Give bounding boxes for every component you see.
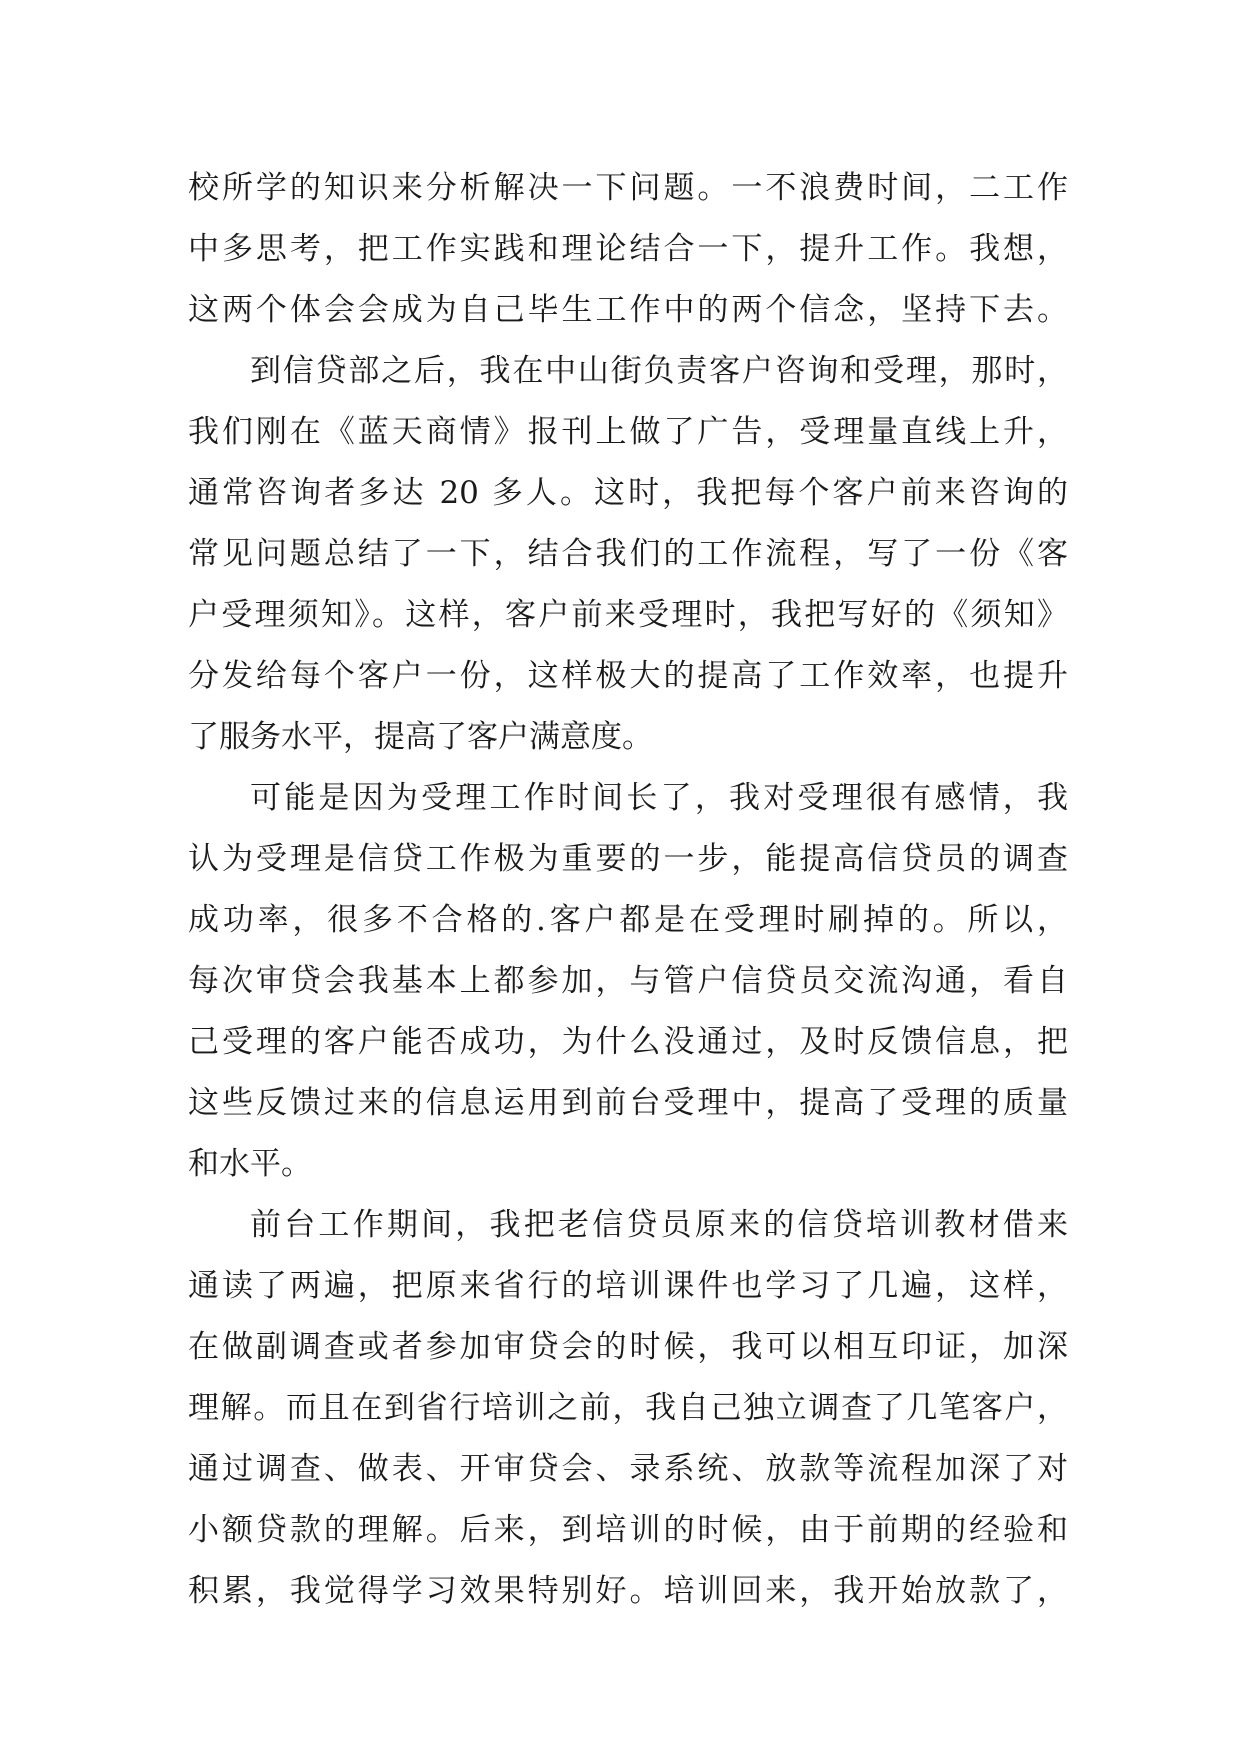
text-line: 这两个体会会成为自己毕生工作中的两个信念，坚持下去。 [188, 292, 1068, 328]
text-line: 这些反馈过来的信息运用到前台受理中，提高了受理的质量 [188, 1085, 1068, 1121]
text-line: 己受理的客户能否成功，为什么没通过，及时反馈信息，把 [188, 1024, 1068, 1060]
text-line: 了服务水平，提高了客户满意度。 [188, 719, 653, 755]
text-line: 校所学的知识来分析解决一下问题。一不浪费时间，二工作 [188, 170, 1068, 206]
text-line: 常见问题总结了一下，结合我们的工作流程，写了一份《客 [188, 536, 1068, 572]
text-line: 通常咨询者多达 20 多人。这时，我把每个客户前来咨询的 [188, 475, 1068, 511]
text-line: 分发给每个客户一份，这样极大的提高了工作效率，也提升 [188, 658, 1068, 694]
text-line: 和水平。 [188, 1146, 312, 1182]
text-line: 户受理须知》。这样，客户前来受理时，我把写好的《须知》 [188, 597, 1068, 633]
text-line: 成功率，很多不合格的.客户都是在受理时刷掉的。所以， [188, 902, 1068, 938]
text-line: 每次审贷会我基本上都参加，与管户信贷员交流沟通，看自 [188, 963, 1068, 999]
text-line: 在做副调查或者参加审贷会的时候，我可以相互印证，加深 [188, 1329, 1068, 1365]
text-line: 我们刚在《蓝天商情》报刊上做了广告，受理量直线上升， [188, 414, 1068, 450]
text-line: 理解。而且在到省行培训之前，我自己独立调查了几笔客户， [188, 1390, 1068, 1426]
body-text [188, 158, 1068, 1622]
text-line: 中多思考，把工作实践和理论结合一下，提升工作。我想， [188, 231, 1068, 267]
text-line: 认为受理是信贷工作极为重要的一步，能提高信贷员的调查 [188, 841, 1068, 877]
text-line: 通读了两遍，把原来省行的培训课件也学习了几遍，这样， [188, 1268, 1068, 1304]
text-line: 小额贷款的理解。后来，到培训的时候，由于前期的经验和 [188, 1512, 1068, 1548]
paragraph-first-line: 到信贷部之后，我在中山街负责客户咨询和受理，那时， [250, 353, 1068, 389]
text-line: 积累，我觉得学习效果特别好。培训回来，我开始放款了， [188, 1573, 1068, 1609]
paragraph-first-line: 可能是因为受理工作时间长了，我对受理很有感情，我 [250, 780, 1068, 816]
paragraph-first-line: 前台工作期间，我把老信贷员原来的信贷培训教材借来 [250, 1207, 1068, 1243]
text-line: 通过调查、做表、开审贷会、录系统、放款等流程加深了对 [188, 1451, 1068, 1487]
